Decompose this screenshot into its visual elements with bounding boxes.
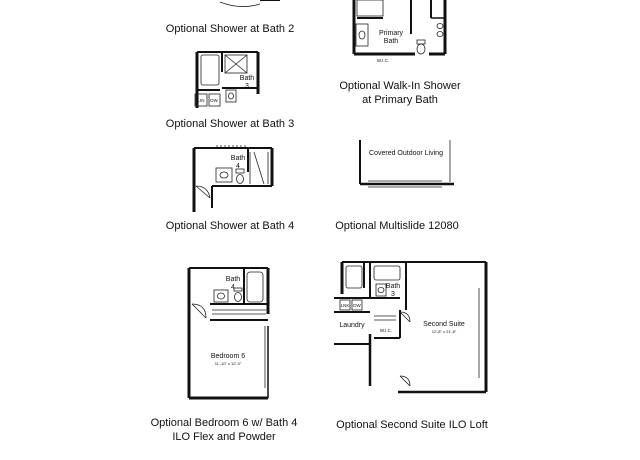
label-second-suite: Second Suite [423,321,465,328]
label-second-suite-dim: 12'-8" x 21'-8" [431,329,457,334]
plan-shower-bath-2 [200,0,300,14]
label-dw-3: DW [210,98,218,103]
caption-bedroom6-line1: Optional Bedroom 6 w/ Bath 4 [150,417,298,429]
label-lnk: LNK [340,303,350,308]
plan-multislide [354,136,464,192]
label-dw-suite: DW [353,303,361,308]
caption-bedroom6-line2: ILO Flex and Powder [172,431,276,443]
caption-shower-bath-3: Optional Shower at Bath 3 [165,118,295,130]
label-bath-3-num: 3 [245,83,249,90]
label-bath-3-word: Bath [239,75,255,82]
label-bedroom-6-dim: 11'-10" x 12'-0" [214,361,242,366]
caption-shower-bath-2: Optional Shower at Bath 2 [165,23,295,35]
label-lin-3: LIN [197,98,205,103]
label-bath-4-num: 4 [236,163,240,170]
label-primary: Primary [378,30,404,37]
label-bedroom6-bath-word: Bath [225,276,241,283]
label-bedroom6-bath-num: 4 [231,284,235,291]
caption-shower-bath-4: Optional Shower at Bath 4 [165,220,295,232]
plan-second-suite [334,258,490,402]
label-wic: W.I.C. [376,58,390,63]
label-laundry: Laundry [339,322,365,329]
caption-walkin-line2: at Primary Bath [362,94,438,106]
plan-shower-bath-4 [188,142,276,214]
label-bath-4-word: Bath [230,155,246,162]
caption-second-suite: Optional Second Suite ILO Loft [336,419,488,431]
caption-walkin-shower [339,79,460,107]
label-suite-bath-num: 3 [391,291,395,298]
plan-shower-bath-3 [192,52,262,110]
label-suite-wic: W.I.C. [379,328,393,333]
caption-multislide: Optional Multislide 12080 [335,220,459,232]
label-bedroom-6: Bedroom 6 [210,353,246,360]
label-bath: Bath [383,38,399,45]
plan-walkin-shower-primary-bath [345,0,455,70]
plan-bedroom-6 [184,264,272,406]
caption-walkin-line1: Optional Walk-In Shower [339,80,461,92]
label-covered-outdoor-living: Covered Outdoor Living [369,150,443,157]
caption-bedroom-6 [151,416,298,444]
label-suite-bath-word: Bath [385,283,401,290]
